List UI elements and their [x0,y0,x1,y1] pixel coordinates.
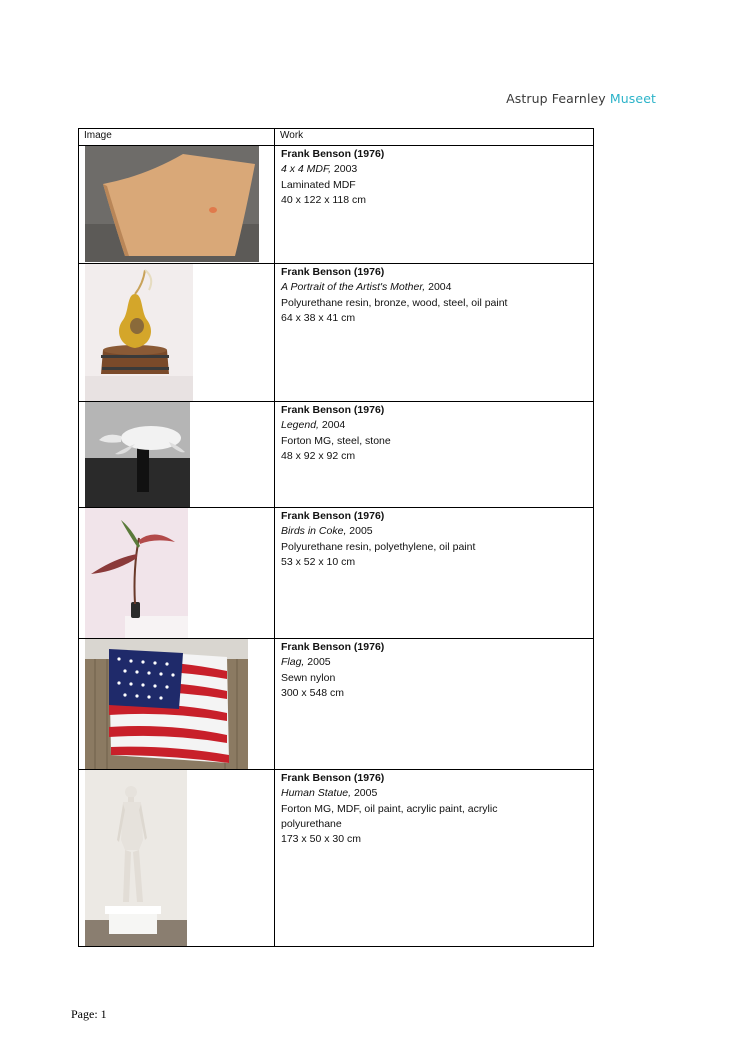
work-medium: Forton MG, steel, stone [281,434,391,447]
artwork-image-cell [79,508,275,639]
table-row [79,264,594,402]
artwork-image-cell [79,402,275,508]
pear-on-barrel-photo [85,264,193,401]
artwork-image-cell [79,770,275,947]
work-title-line [281,655,587,670]
artist-name: Frank Benson (1976) [281,404,385,416]
work-medium: Polyurethane resin, polyethylene, oil paint [281,540,476,553]
american-flag-photo [85,639,248,769]
work-dimensions: 300 x 548 cm [281,686,345,699]
work-title: Legend, [281,419,319,432]
table-header-row [79,129,594,146]
artist-name: Frank Benson (1976) [281,148,385,160]
work-title: A Portrait of the Artist's Mother, [281,281,426,294]
work-title-line [281,786,587,801]
logo-accent-text: Museet [609,91,656,106]
table-row [79,146,594,264]
work-title: Flag, [281,656,305,669]
table-row [79,508,594,639]
work-title-line [281,162,587,177]
work-year: 2005 [346,525,373,538]
artwork-info-cell [275,770,594,947]
page-number: Page: 1 [71,1007,107,1021]
work-medium: Sewn nylon [281,671,336,684]
work-year: 2005 [351,787,378,800]
artwork-info-cell [275,639,594,770]
artist-name: Frank Benson (1976) [281,510,385,522]
human-statue-photo [85,770,187,946]
artist-name: Frank Benson (1976) [281,641,385,653]
work-dimensions: 40 x 122 x 118 cm [281,193,367,206]
work-dimensions: 173 x 50 x 30 cm [281,833,361,846]
work-year: 2003 [331,163,358,176]
white-turtle-photo [85,402,190,507]
museum-logo [506,91,656,106]
artwork-image-cell [79,639,275,770]
work-title-line [281,418,587,433]
artwork-image-cell [79,264,275,402]
work-title-line [281,524,587,539]
work-dimensions: 48 x 92 x 92 cm [281,449,356,462]
work-year: 2005 [304,656,331,669]
column-header-work: Work [275,129,594,146]
artwork-info-cell [275,508,594,639]
artist-name: Frank Benson (1976) [281,772,385,784]
table-row [79,770,594,947]
work-dimensions: 53 x 52 x 10 cm [281,555,356,568]
work-title-line [281,280,587,295]
column-header-image: Image [79,129,275,146]
work-medium: Laminated MDF [281,178,356,191]
table-row [79,402,594,508]
artwork-image-cell [79,146,275,264]
works-table [78,128,594,947]
work-year: 2004 [318,419,346,432]
work-medium: Polyurethane resin, bronze, wood, steel, oil paint [281,296,508,309]
artwork-info-cell [275,146,594,264]
artwork-info-cell [275,264,594,402]
work-dimensions: 64 x 38 x 41 cm [281,311,356,324]
plant-in-bottle-photo [85,508,188,638]
table-row [79,639,594,770]
work-medium: Forton MG, MDF, oil paint, acrylic paint, acrylic polyurethane [281,802,498,830]
work-year: 2004 [425,281,452,294]
work-title: Human Statue, [281,787,352,800]
curved-board-photo [85,146,259,262]
work-title: 4 x 4 MDF, [281,163,331,176]
logo-main-text: Astrup Fearnley [506,91,606,106]
artwork-info-cell [275,402,594,508]
artist-name: Frank Benson (1976) [281,266,385,278]
work-title: Birds in Coke, [281,525,347,538]
